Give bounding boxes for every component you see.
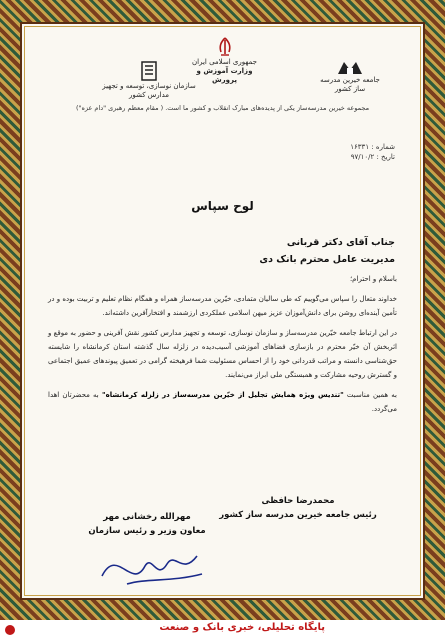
body-paragraph-1: خداوند متعال را سپاس می‌گوییم که طی سالیان متمادی، خیّرین مدرسه‌ساز همراه و همگام نظام تعلیم و تربیت بوده و در تأمین آینده‌ای روشن برای دانش‌آموزان عزیز میهن اسلامی عملکردی ارزشمند و افتخارآفرین داشته‌اند.: [47, 295, 397, 317]
handwritten-signature: [97, 536, 207, 596]
recipient-block: [259, 234, 395, 268]
signatory-right-name: محمدرضا حافظی: [261, 496, 335, 506]
greeting: باسلام و احترام؛: [349, 275, 397, 283]
site-logo-icon: [4, 624, 16, 636]
signatory-left: [72, 510, 222, 538]
signatory-right: [213, 494, 383, 522]
center-logo-line2: وزارت آموزش و پرورش: [196, 67, 253, 84]
p3-lead: به همین مناسبت: [343, 391, 398, 399]
benefactors-emblem-icon: [336, 58, 364, 76]
signatory-left-name: مهرالله رخشانی مهر: [103, 512, 191, 522]
letter-number: شماره : ۱۶۳۳۱: [350, 143, 395, 151]
ministry-logo: [187, 36, 262, 85]
right-logo-text: جامعه خیرین مدرسه ساز کشور: [320, 76, 380, 93]
signatory-right-title: رئیس جامعه خیرین مدرسه ساز کشور: [219, 510, 377, 520]
certificate-body: [48, 272, 397, 422]
certificate-title: لوح سپاس: [191, 199, 254, 213]
signatory-left-title: معاون وزیر و رئیس سازمان: [88, 526, 206, 536]
letter-meta: [350, 142, 395, 162]
left-logo-text: سازمان نوسازی، توسعه و تجهیز مدارس کشور: [102, 82, 196, 99]
center-logo-line1: جمهوری اسلامی ایران: [192, 58, 257, 66]
watermark-footer: [0, 620, 445, 640]
p3-tail: به محضرتان اهدا می‌گردد.: [48, 391, 397, 413]
certificate-paper: [20, 22, 425, 600]
logo-row: [22, 36, 423, 106]
body-paragraph-2: در این ارتباط جامعه خیّرین مدرسه‌ساز و سازمان نوسازی، توسعه و تجهیز مدارس کشور نقش آفرینی و حضور به موقع و اثربخش آن خیّر محترم در بازسازی فضاهای آموزشی آسیب‌دیده در زلزله سال گذشته استان کرمانشاه را شایسته حق‌شناسی دانسته و مراتب قدردانی خود را از احساس مسئولیت شما فرهیخته گرامی در تعمیق پیوندهای عمیق اجتماعی و گسترش روحیه مشارکت و همبستگی ملی ابراز می‌نمایند.: [47, 329, 397, 379]
leader-quote: مجموعه خیرین مدرسه‌ساز یکی از پدیده‌های مبارک انقلاب و کشور ما است. ( مقام معظم رهبری "دام عزه"): [75, 104, 370, 112]
event-title: "تندیس ویژه همایش تجلیل از خیّرین مدرسه‌ساز در زلزله کرمانشاه": [101, 391, 344, 399]
recipient-position: مدیریت عامل محترم بانک دی: [259, 254, 395, 265]
recipient-name: جناب آقای دکتر قربانی: [286, 237, 395, 248]
benefactors-logo: [320, 58, 380, 94]
letter-date: تاریخ : ۹۷/۱۰/۲: [350, 153, 395, 161]
renovation-emblem-icon: [140, 60, 158, 82]
body-paragraph-3: [48, 388, 397, 416]
iran-emblem-icon: [215, 36, 235, 58]
footer-caption: پایگاه تحلیلی، خبری بانک و صنعت: [159, 622, 325, 633]
